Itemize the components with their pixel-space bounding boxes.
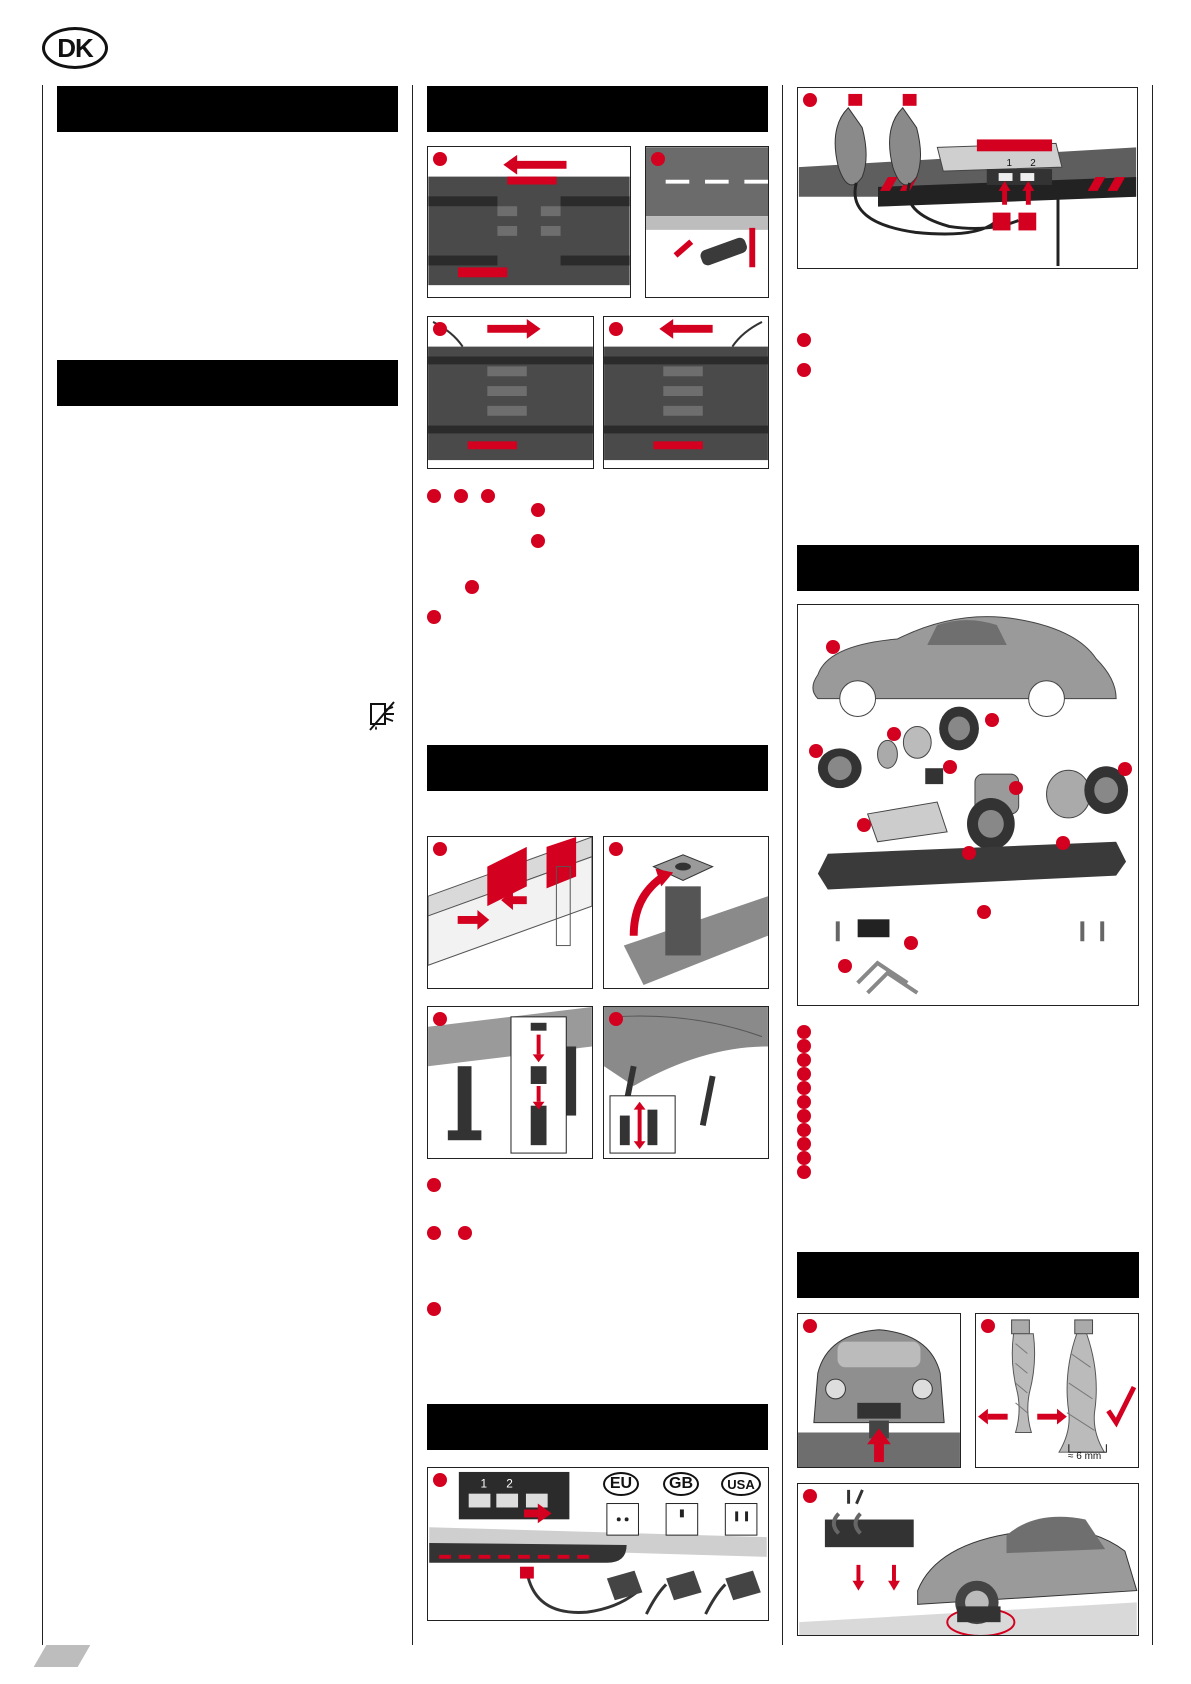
section-heading-bar xyxy=(427,745,768,791)
step-marker xyxy=(985,713,999,727)
power-port-label: 2 xyxy=(506,1476,513,1491)
step-marker xyxy=(433,1473,447,1487)
figure-track-slide-right xyxy=(427,316,594,469)
step-marker xyxy=(797,333,811,347)
section-heading-bar xyxy=(427,1404,768,1450)
legend-marker xyxy=(797,1109,811,1123)
step-marker xyxy=(809,744,823,758)
figure-pillar-incline xyxy=(603,1006,769,1159)
no-water-warning-icon xyxy=(368,700,398,732)
step-marker xyxy=(481,489,495,503)
figure-hand-controllers xyxy=(797,87,1138,269)
step-marker xyxy=(427,1226,441,1240)
step-marker xyxy=(531,503,545,517)
figure-track-clip xyxy=(645,146,769,298)
section-heading-bar xyxy=(57,86,398,132)
legend-marker xyxy=(797,1123,811,1137)
legend-marker xyxy=(797,1151,811,1165)
legend-marker xyxy=(797,1067,811,1081)
step-marker xyxy=(1009,781,1023,795)
section-heading-bar xyxy=(797,545,1139,591)
figure-car-exploded xyxy=(797,604,1139,1006)
step-marker xyxy=(977,905,991,919)
step-marker xyxy=(433,152,447,166)
section-heading-bar xyxy=(427,86,768,132)
step-marker xyxy=(454,489,468,503)
step-marker xyxy=(651,152,665,166)
step-marker xyxy=(433,1012,447,1026)
step-marker xyxy=(433,842,447,856)
step-marker xyxy=(943,760,957,774)
region-badge-usa: USA xyxy=(721,1472,761,1496)
step-marker xyxy=(904,936,918,950)
legend-marker xyxy=(797,1165,811,1179)
step-marker xyxy=(981,1319,995,1333)
legend-marker xyxy=(797,1137,811,1151)
figure-pillar-mount xyxy=(603,836,769,989)
power-port-label: 1 xyxy=(480,1476,488,1491)
figure-guard-rail xyxy=(427,836,593,989)
column-rule xyxy=(1152,85,1153,1645)
page-corner-mark xyxy=(34,1645,91,1667)
column-rule xyxy=(42,85,43,1645)
step-marker xyxy=(803,1319,817,1333)
step-marker xyxy=(857,818,871,832)
step-marker xyxy=(427,1178,441,1192)
legend-marker xyxy=(797,1025,811,1039)
figure-pillar-assembly xyxy=(427,1006,593,1159)
legend-marker xyxy=(797,1095,811,1109)
section-heading-bar xyxy=(57,360,398,406)
legend-marker xyxy=(797,1053,811,1067)
step-marker xyxy=(803,93,817,107)
figure-braid-contacts xyxy=(975,1313,1139,1468)
step-marker xyxy=(962,846,976,860)
step-marker xyxy=(465,580,479,594)
step-marker xyxy=(458,1226,472,1240)
step-marker xyxy=(803,1489,817,1503)
legend-marker xyxy=(797,1081,811,1095)
figure-track-slide-left xyxy=(603,316,769,469)
figure-track-connect-1 xyxy=(427,146,631,298)
figure-car-side-braid xyxy=(797,1483,1139,1636)
figure-guide-keel xyxy=(797,1313,961,1468)
region-badge-gb: GB xyxy=(663,1472,699,1496)
step-marker xyxy=(797,363,811,377)
controller-port-label: 1 xyxy=(1006,158,1013,170)
step-marker xyxy=(887,727,901,741)
figure-power-supply xyxy=(427,1467,769,1621)
braid-length-label: ≈ 6 mm xyxy=(1068,1451,1102,1462)
step-marker xyxy=(838,959,852,973)
step-marker xyxy=(826,640,840,654)
column-rule xyxy=(412,85,413,1645)
step-marker xyxy=(1056,836,1070,850)
step-marker xyxy=(427,489,441,503)
legend-marker xyxy=(797,1039,811,1053)
section-heading-bar xyxy=(797,1252,1139,1298)
column-rule xyxy=(782,85,783,1645)
step-marker xyxy=(427,1302,441,1316)
step-marker xyxy=(609,1012,623,1026)
step-marker xyxy=(433,322,447,336)
step-marker xyxy=(609,322,623,336)
region-badge-eu: EU xyxy=(603,1472,639,1496)
step-marker xyxy=(531,534,545,548)
step-marker xyxy=(609,842,623,856)
language-badge: DK xyxy=(42,27,108,69)
controller-port-label: 2 xyxy=(1030,158,1036,170)
step-marker xyxy=(1118,762,1132,776)
step-marker xyxy=(427,610,441,624)
